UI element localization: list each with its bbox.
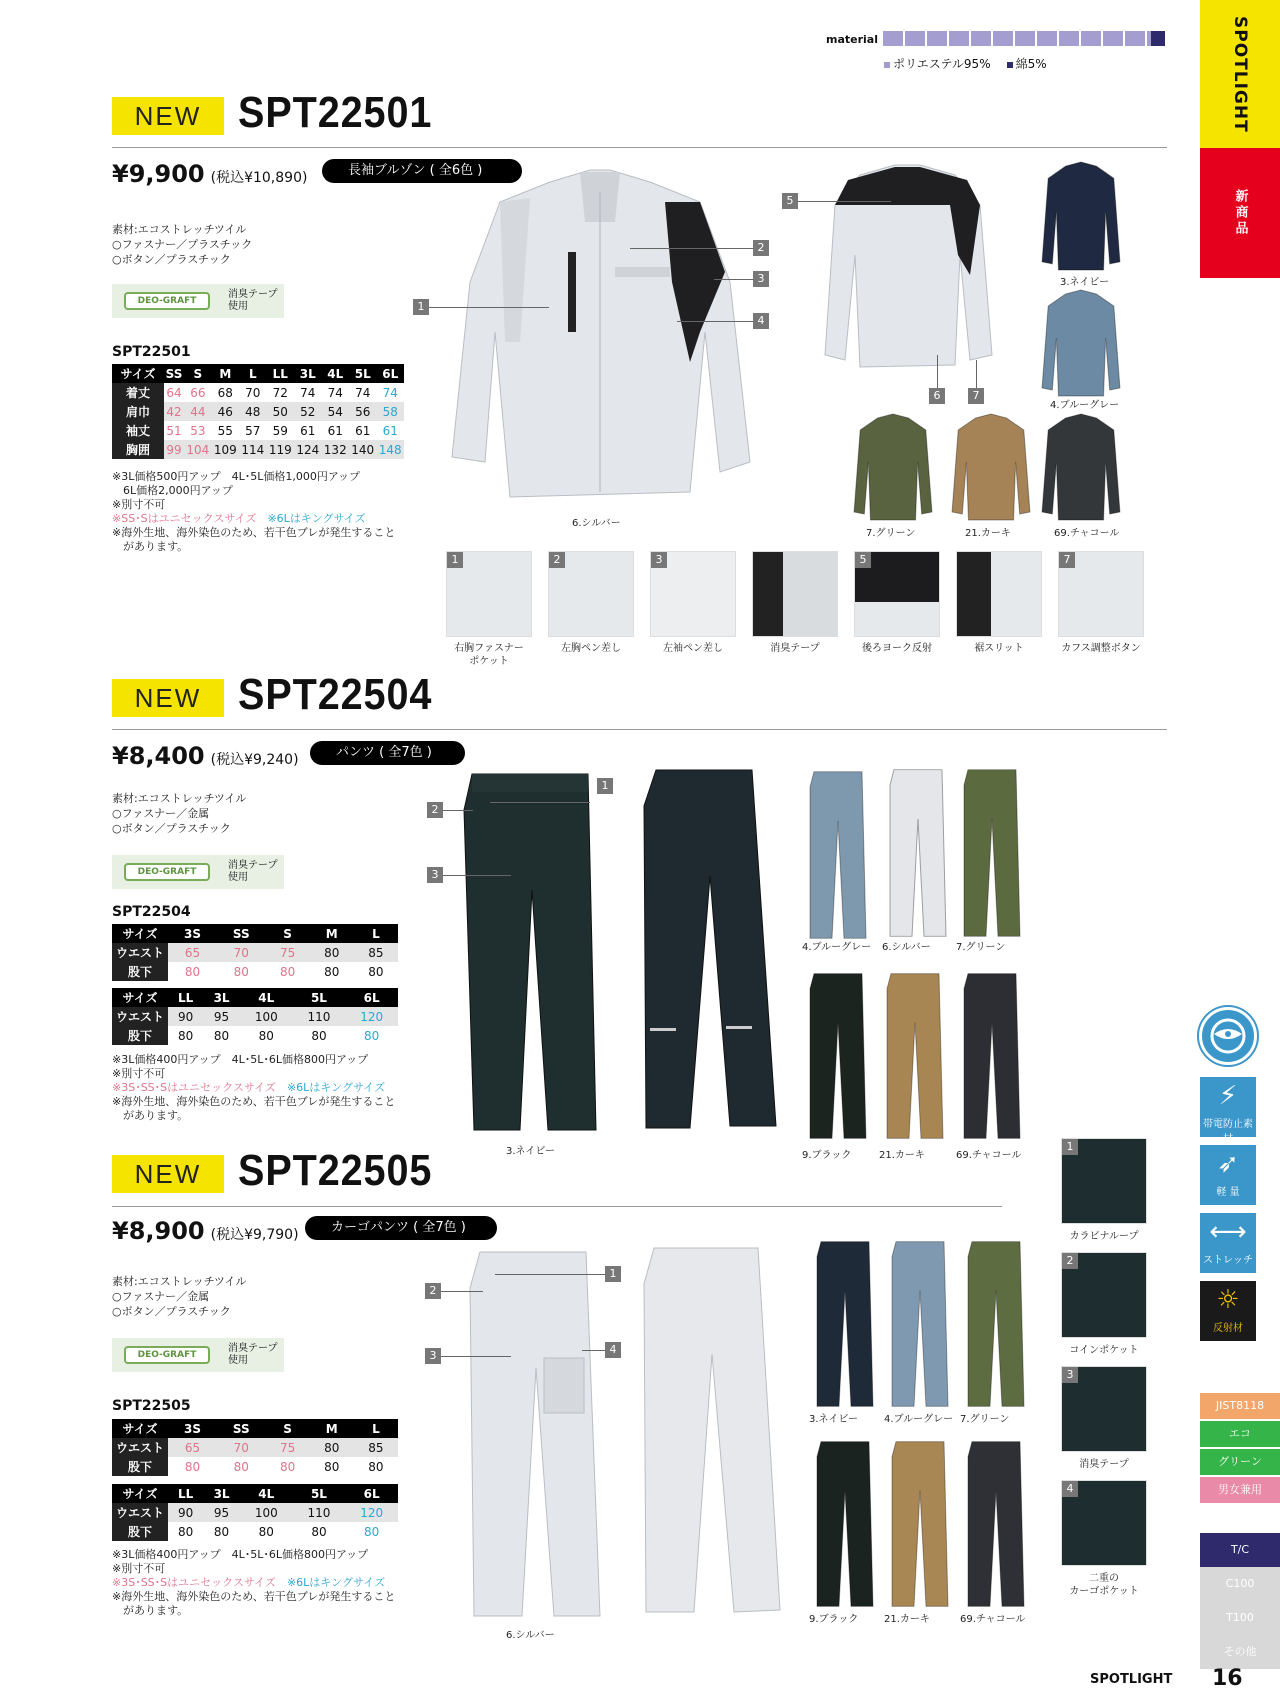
callout-4: 4: [605, 1342, 621, 1358]
deo-graft-badge: [112, 1338, 284, 1372]
detail-thumbnail: 1: [1061, 1138, 1147, 1224]
fabric-tc: T/C: [1200, 1533, 1280, 1567]
detail-label: 左袖ペン差し: [663, 643, 723, 654]
detail-label: カフス調整ボタン: [1061, 643, 1141, 654]
pants-back-image: [640, 766, 780, 1130]
reflect-icon: ☼ 反射材: [1200, 1281, 1256, 1341]
detail-label: 消臭テープ: [1079, 1459, 1129, 1470]
size-table-1: サイズ 3S SS S M L ウエスト 65 70 75 80 85 股下 80 80 80 80 80: [112, 924, 398, 981]
page-number: 16: [1212, 1666, 1243, 1691]
callout-6: 6: [929, 388, 945, 404]
detail-thumbnail: 4: [1061, 1480, 1147, 1566]
deo-logo: DEO-GRAFT: [124, 863, 210, 881]
leader-6: [937, 355, 938, 388]
callout-2: 2: [753, 240, 769, 256]
material-label: material: [826, 33, 878, 46]
new-badge: NEW: [112, 1155, 224, 1193]
new-tab-text: 新商品: [1232, 189, 1248, 237]
callout-3: 3: [425, 1348, 441, 1364]
tag-unisex: 男女兼用: [1200, 1477, 1280, 1503]
spec-fastener: ○ファスナー／金属: [112, 807, 210, 820]
feather-icon: ➶ 軽 量: [1200, 1145, 1256, 1205]
price-tax: (税込¥9,240): [210, 752, 299, 768]
detail-label: コインポケット: [1069, 1345, 1139, 1356]
stretch-icon: ⟷ ストレッチ: [1200, 1213, 1256, 1273]
tag-green: グリーン: [1200, 1449, 1280, 1475]
detail-label: 消臭テープ: [770, 643, 820, 654]
color-swatch-image: [815, 1440, 875, 1608]
detail-thumbnail: 5: [854, 551, 940, 637]
callout-1: 1: [413, 299, 429, 315]
spec-material: 素材:エコストレッチツイル: [112, 1275, 247, 1288]
deo-logo: DEO-GRAFT: [124, 292, 210, 310]
callout-1: 1: [605, 1266, 621, 1282]
color-swatch-image: [852, 412, 934, 522]
fabric-t100: T100: [1200, 1601, 1280, 1635]
spec-material: 素材:エコストレッチツイル: [112, 792, 247, 805]
feather-label: 軽 量: [1216, 1187, 1240, 1198]
size-table-title: SPT22505: [112, 1398, 191, 1414]
leader-3: [441, 1356, 511, 1357]
detail-thumbnail: 3: [1061, 1366, 1147, 1452]
stretch-label: ストレッチ: [1203, 1255, 1253, 1266]
new-badge: NEW: [112, 679, 224, 717]
color-swatch-image: [1040, 412, 1122, 522]
main-caption: 6.シルバー: [506, 1630, 555, 1641]
callout-2: 2: [425, 1283, 441, 1299]
color-label: 4.ブルーグレー: [802, 942, 872, 953]
divider: [112, 1206, 1002, 1207]
main-caption: 6.シルバー: [572, 518, 621, 529]
price: [112, 742, 299, 770]
leader-1: [495, 1274, 605, 1275]
notes: ※3L価格400円アップ 4L･5L･6L価格800円アップ ※別寸不可 ※3S･SS･Sはユニセックスサイズ ※6Lはキングサイズ ※海外生地、海外染色のため、若干色ブレが発生すること があります。: [112, 1053, 396, 1122]
color-label: 7.グリーン: [866, 528, 916, 539]
product-code: SPT22505: [238, 1146, 433, 1195]
size-table-1: サイズ 3S SS S M L ウエスト 65 70 75 80 85 股下 80 80 80 80 80: [112, 1419, 398, 1476]
detail-thumbnail: 1: [446, 551, 532, 637]
callout-5: 5: [782, 193, 798, 209]
material-item-2: 綿5%: [1015, 57, 1047, 71]
spec-list: [112, 222, 252, 267]
deo-text: 消臭テープ: [228, 1343, 278, 1354]
detail-thumbnail: 3: [650, 551, 736, 637]
notes: ※3L価格400円アップ 4L･5L･6L価格800円アップ ※別寸不可 ※3S･SS･Sはユニセックスサイズ ※6Lはキングサイズ ※海外生地、海外染色のため、若干色ブレが発生すること があります。: [112, 1548, 396, 1617]
price: [112, 160, 307, 188]
leader-3: [443, 875, 511, 876]
lightning-label: 帯電防止素材: [1203, 1119, 1253, 1145]
color-swatch-image: [808, 972, 868, 1140]
detail-thumbnail: [752, 551, 838, 637]
product-code: SPT22501: [238, 88, 433, 137]
notes: ※3L価格500円アップ 4L･5L価格1,000円アップ 6L価格2,000円アップ ※別寸不可 ※SS･Sはユニセックスサイズ ※6Lはキングサイズ ※海外生地、海外染色のため、若干色ブレが発生すること があります。: [112, 470, 396, 553]
color-swatch-image: [885, 972, 945, 1140]
leader-4: [677, 321, 753, 322]
color-swatch-image: [815, 1240, 875, 1408]
size-table-2: サイズ LL 3L 4L 5L 6L ウエスト 90 95 100 110 120 股下 80 80 80 80 80: [112, 988, 398, 1045]
detail-label: 裾スリット: [974, 643, 1024, 654]
deo-logo: DEO-GRAFT: [124, 1346, 210, 1364]
spec-fastener: ○ファスナー／金属: [112, 1290, 210, 1303]
tag-eco: エコ: [1200, 1421, 1280, 1447]
leader-3: [714, 279, 753, 280]
material-bar: [883, 31, 1165, 46]
divider: [112, 729, 1167, 730]
material-legend: [884, 55, 1047, 72]
color-swatch-image: [966, 1440, 1026, 1608]
lightning-icon: ⚡ 帯電防止素材: [1200, 1077, 1256, 1137]
detail-thumbnail: [956, 551, 1042, 637]
spec-list: [112, 791, 246, 836]
leader-2: [630, 248, 753, 249]
color-swatch-image: [962, 972, 1022, 1140]
color-label: 7.グリーン: [956, 942, 1006, 953]
product-type-pill: パンツ ( 全7色 ): [310, 741, 465, 765]
color-swatch-image: [890, 1440, 950, 1608]
color-label: 4.ブルーグレー: [1050, 400, 1120, 411]
color-swatch-image: [808, 770, 868, 940]
color-label: 9.ブラック: [809, 1614, 859, 1625]
spec-button: ○ボタン／プラスチック: [112, 822, 231, 835]
color-label: 7.グリーン: [960, 1414, 1010, 1425]
detail-thumbnail: 2: [1061, 1252, 1147, 1338]
jacket-front-image: [440, 162, 760, 507]
color-label: 3.ネイビー: [1060, 277, 1109, 288]
color-label: 21.カーキ: [884, 1614, 930, 1625]
cargo-front-image: [464, 1248, 604, 1618]
detail-label: カラビナループ: [1069, 1231, 1139, 1242]
deo-graft-badge: [112, 855, 284, 889]
product-type-pill: カーゴパンツ ( 全7色 ): [305, 1216, 497, 1240]
color-swatch-image: [966, 1240, 1026, 1408]
color-swatch-image: [888, 768, 948, 938]
deo-text: 消臭テープ: [228, 860, 278, 871]
color-label: 6.シルバー: [882, 942, 931, 953]
callout-1: 1: [597, 778, 613, 794]
callout-4: 4: [753, 313, 769, 329]
detail-label: 左胸ペン差し: [561, 643, 621, 654]
color-label: 3.ネイビー: [809, 1414, 858, 1425]
color-label: 21.カーキ: [879, 1150, 925, 1161]
spec-fastener: ○ファスナー／プラスチック: [112, 238, 253, 251]
product-type-pill: 長袖ブルゾン ( 全6色 ): [322, 159, 522, 183]
color-label: 69.チャコール: [960, 1614, 1026, 1625]
color-label: 69.チャコール: [1054, 528, 1120, 539]
price-tax: (税込¥10,890): [210, 170, 308, 186]
price-value: ¥8,900: [112, 1217, 205, 1245]
color-label: 9.ブラック: [802, 1150, 852, 1161]
color-label: 69.チャコール: [956, 1150, 1022, 1161]
material-item-1: ポリエステル95%: [893, 57, 991, 71]
spec-button: ○ボタン／プラスチック: [112, 253, 231, 266]
product-code: SPT22504: [238, 670, 433, 719]
nano-icon: [1199, 1007, 1257, 1065]
fabric-other: その他: [1200, 1635, 1280, 1669]
price-value: ¥9,900: [112, 160, 205, 188]
price: [112, 1217, 299, 1245]
footer-brand: SPOTLIGHT: [1090, 1672, 1173, 1687]
deo-text-2: 使用: [228, 1355, 248, 1366]
color-swatch-image: [1040, 160, 1122, 272]
detail-label: 後ろヨーク反射: [862, 643, 932, 654]
deo-text: 消臭テープ: [228, 289, 278, 300]
size-table-title: SPT22501: [112, 344, 191, 360]
deo-graft-badge: [112, 284, 284, 318]
divider: [112, 147, 1167, 148]
deo-text-2: 使用: [228, 872, 248, 883]
new-badge: NEW: [112, 97, 224, 135]
color-label: 21.カーキ: [965, 528, 1011, 539]
brand-tab: [1200, 0, 1280, 148]
reflect-label: 反射材: [1213, 1323, 1243, 1334]
size-table: サイズ SS S M L LL 3L 4L 5L 6L 着丈 64 66 68 70 72 74 74 74 74 肩巾 42 44 46 48 50 52 54 56 58 袖丈 51 53 55 57 59 61 61 61 61 胸囲 99 104 109 114 119 124 132 140 148: [112, 364, 404, 459]
leader-1: [429, 307, 549, 308]
color-swatch-image: [890, 1240, 950, 1408]
tag-jis: JIST8118: [1200, 1393, 1280, 1419]
new-tab: [1200, 148, 1280, 278]
deo-text-2: 使用: [228, 301, 248, 312]
leader-7: [976, 360, 977, 388]
color-swatch-image: [1040, 288, 1122, 398]
price-value: ¥8,400: [112, 742, 205, 770]
price-tax: (税込¥9,790): [210, 1227, 299, 1243]
spec-button: ○ボタン／プラスチック: [112, 1305, 231, 1318]
spec-material: 素材:エコストレッチツイル: [112, 223, 247, 236]
brand-tab-text: SPOTLIGHT: [1230, 15, 1250, 133]
callout-3: 3: [753, 271, 769, 287]
detail-thumbnail: 2: [548, 551, 634, 637]
leader-1: [490, 802, 590, 803]
color-label: 4.ブルーグレー: [884, 1414, 954, 1425]
callout-2: 2: [427, 802, 443, 818]
leader-2: [443, 810, 473, 811]
callout-7: 7: [968, 388, 984, 404]
leader-4: [582, 1350, 605, 1351]
detail-label: 二重の カーゴポケット: [1069, 1573, 1139, 1597]
callout-3: 3: [427, 867, 443, 883]
color-swatch-image: [950, 412, 1032, 522]
leader-5: [798, 201, 891, 202]
pants-front-image: [460, 770, 600, 1132]
jacket-back-image: [820, 155, 995, 370]
size-table-2: サイズ LL 3L 4L 5L 6L ウエスト 90 95 100 110 120 股下 80 80 80 80 80: [112, 1484, 398, 1541]
fabric-c100: C100: [1200, 1567, 1280, 1601]
size-table-title: SPT22504: [112, 904, 191, 920]
cargo-back-image: [640, 1244, 785, 1614]
detail-thumbnail: 7: [1058, 551, 1144, 637]
main-caption: 3.ネイビー: [506, 1146, 555, 1157]
spec-list: [112, 1274, 246, 1319]
detail-label: 右胸ファスナー ポケット: [454, 643, 524, 667]
color-swatch-image: [962, 768, 1022, 938]
leader-2: [441, 1291, 483, 1292]
